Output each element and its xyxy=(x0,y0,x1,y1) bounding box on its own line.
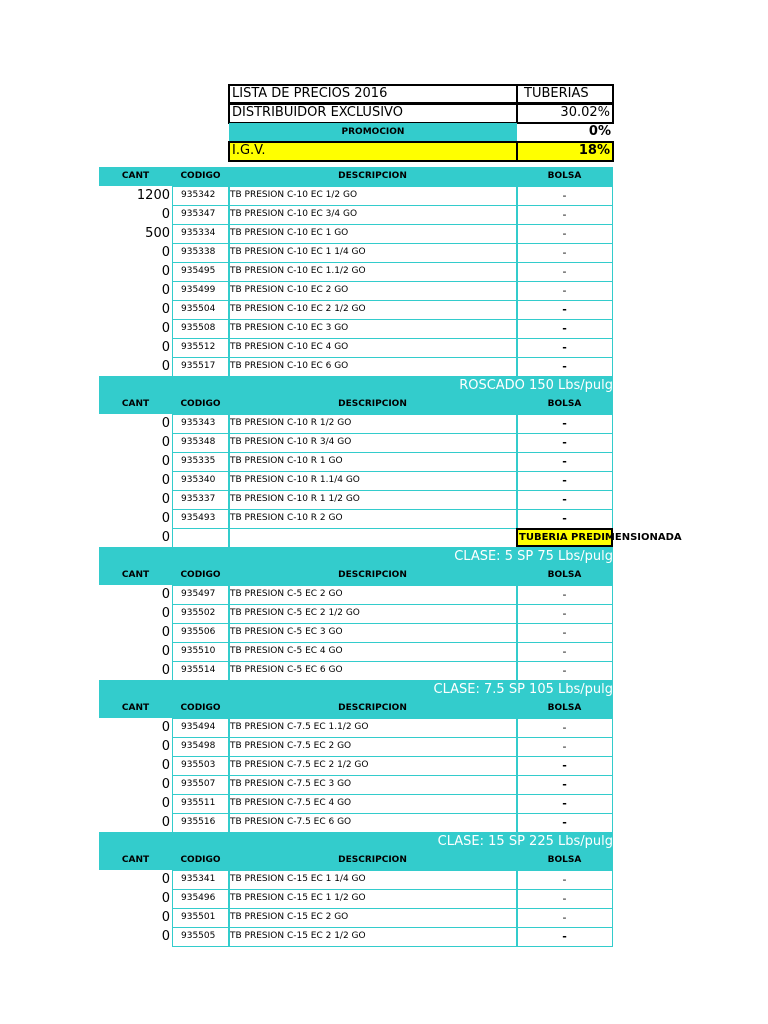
bolsa-cell: - xyxy=(516,414,613,434)
section-title: CLASE: 5 SP 75 Lbs/pulg xyxy=(99,547,613,566)
codigo-cell: 935335 xyxy=(172,452,230,472)
qty-cell[interactable]: 0 xyxy=(161,473,170,488)
bolsa-cell: - xyxy=(516,623,613,643)
col-bolsa-header: BOLSA xyxy=(547,855,582,865)
bolsa-cell: - xyxy=(516,509,613,529)
codigo-cell: 935340 xyxy=(172,471,230,491)
descripcion-cell: TB PRESION C-15 EC 1 1/2 GO xyxy=(228,889,518,909)
col-descripcion-header: DESCRIPCION xyxy=(338,399,407,409)
col-cant-header: CANT xyxy=(121,171,150,181)
bolsa-cell: - xyxy=(516,224,613,244)
bolsa-cell: - xyxy=(516,433,613,453)
descripcion-cell: TB PRESION C-10 R 1 GO xyxy=(228,452,518,472)
bolsa-cell: - xyxy=(516,186,613,206)
bolsa-cell: - xyxy=(516,775,613,795)
bolsa-cell: - xyxy=(516,300,613,320)
codigo-cell: 935506 xyxy=(172,623,230,643)
distributor-label: DISTRIBUIDOR EXCLUSIVO xyxy=(228,103,518,124)
qty-cell[interactable]: 0 xyxy=(161,758,170,773)
bolsa-cell: - xyxy=(516,737,613,757)
descripcion-cell: TB PRESION C-7.5 EC 2 1/2 GO xyxy=(228,756,518,776)
descripcion-cell: TB PRESION C-10 R 3/4 GO xyxy=(228,433,518,453)
descripcion-cell: TB PRESION C-10 R 2 GO xyxy=(228,509,518,529)
codigo-cell: 935511 xyxy=(172,794,230,814)
descripcion-cell: TB PRESION C-10 EC 2 GO xyxy=(228,281,518,301)
bolsa-cell: - xyxy=(516,908,613,928)
col-cant-header: CANT xyxy=(121,703,150,713)
qty-cell[interactable]: 0 xyxy=(161,416,170,431)
col-bolsa-header: BOLSA xyxy=(547,171,582,181)
promo-value: 0% xyxy=(588,124,611,139)
qty-cell[interactable]: 0 xyxy=(161,340,170,355)
descripcion-cell: TB PRESION C-15 EC 1 1/4 GO xyxy=(228,870,518,890)
qty-cell[interactable]: 0 xyxy=(161,606,170,621)
empty-codigo-cell xyxy=(172,528,230,548)
section-title: ROSCADO 150 Lbs/pulg xyxy=(99,376,613,395)
section-title: CLASE: 15 SP 225 Lbs/pulg xyxy=(99,832,613,851)
bolsa-cell: - xyxy=(516,889,613,909)
bolsa-cell: - xyxy=(516,262,613,282)
predimensioned-note: TUBERIA PREDIMENSIONADA xyxy=(516,528,613,547)
descripcion-cell: TB PRESION C-7.5 EC 4 GO xyxy=(228,794,518,814)
qty-cell[interactable]: 0 xyxy=(161,663,170,678)
codigo-cell: 935494 xyxy=(172,718,230,738)
qty-cell[interactable]: 0 xyxy=(161,796,170,811)
qty-cell[interactable]: 0 xyxy=(161,530,170,545)
col-descripcion-header: DESCRIPCION xyxy=(338,855,407,865)
col-cant-header: CANT xyxy=(121,399,150,409)
codigo-cell: 935517 xyxy=(172,357,230,377)
codigo-cell: 935334 xyxy=(172,224,230,244)
col-descripcion-header: DESCRIPCION xyxy=(338,703,407,713)
promo-label: PROMOCION xyxy=(229,123,517,141)
codigo-cell: 935493 xyxy=(172,509,230,529)
descripcion-cell: TB PRESION C-5 EC 3 GO xyxy=(228,623,518,643)
codigo-cell: 935343 xyxy=(172,414,230,434)
codigo-cell: 935514 xyxy=(172,661,230,681)
codigo-cell: 935505 xyxy=(172,927,230,947)
bolsa-cell: - xyxy=(516,604,613,624)
qty-cell[interactable]: 0 xyxy=(161,910,170,925)
qty-cell[interactable]: 0 xyxy=(161,245,170,260)
bolsa-cell: - xyxy=(516,357,613,377)
qty-cell[interactable]: 0 xyxy=(161,435,170,450)
codigo-cell: 935495 xyxy=(172,262,230,282)
col-cant-header: CANT xyxy=(121,855,150,865)
bolsa-cell: - xyxy=(516,661,613,681)
codigo-cell: 935503 xyxy=(172,756,230,776)
codigo-cell: 935512 xyxy=(172,338,230,358)
col-descripcion-header: DESCRIPCION xyxy=(338,570,407,580)
codigo-cell: 935498 xyxy=(172,737,230,757)
bolsa-cell: - xyxy=(516,927,613,947)
codigo-cell: 935341 xyxy=(172,870,230,890)
qty-cell[interactable]: 500 xyxy=(145,226,170,241)
qty-cell[interactable]: 0 xyxy=(161,492,170,507)
qty-cell[interactable]: 0 xyxy=(161,587,170,602)
bolsa-cell: - xyxy=(516,794,613,814)
descripcion-cell: TB PRESION C-15 EC 2 GO xyxy=(228,908,518,928)
codigo-cell: 935338 xyxy=(172,243,230,263)
bolsa-cell: - xyxy=(516,205,613,225)
descripcion-cell: TB PRESION C-7.5 EC 6 GO xyxy=(228,813,518,833)
col-descripcion-header: DESCRIPCION xyxy=(338,171,407,181)
qty-cell[interactable]: 0 xyxy=(161,359,170,374)
qty-cell[interactable]: 0 xyxy=(161,264,170,279)
qty-cell[interactable]: 0 xyxy=(161,815,170,830)
codigo-cell: 935496 xyxy=(172,889,230,909)
codigo-cell: 935510 xyxy=(172,642,230,662)
descripcion-cell: TB PRESION C-10 EC 1/2 GO xyxy=(228,186,518,206)
descripcion-cell: TB PRESION C-7.5 EC 1.1/2 GO xyxy=(228,718,518,738)
igv-label: I.G.V. xyxy=(228,141,518,162)
codigo-cell: 935337 xyxy=(172,490,230,510)
qty-cell[interactable]: 0 xyxy=(161,777,170,792)
descripcion-cell: TB PRESION C-5 EC 2 1/2 GO xyxy=(228,604,518,624)
codigo-cell: 935348 xyxy=(172,433,230,453)
qty-cell[interactable]: 0 xyxy=(161,929,170,944)
codigo-cell: 935342 xyxy=(172,186,230,206)
bolsa-cell: - xyxy=(516,319,613,339)
descripcion-cell: TB PRESION C-10 R 1 1/2 GO xyxy=(228,490,518,510)
codigo-cell: 935516 xyxy=(172,813,230,833)
bolsa-cell: - xyxy=(516,338,613,358)
descripcion-cell: TB PRESION C-10 EC 2 1/2 GO xyxy=(228,300,518,320)
qty-cell[interactable]: 0 xyxy=(161,872,170,887)
section-title: CLASE: 7.5 SP 105 Lbs/pulg xyxy=(99,680,613,699)
qty-cell[interactable]: 0 xyxy=(161,302,170,317)
list-title: LISTA DE PRECIOS 2016 xyxy=(228,84,518,104)
bolsa-cell: - xyxy=(516,281,613,301)
descripcion-cell: TB PRESION C-10 EC 1.1/2 GO xyxy=(228,262,518,282)
qty-cell[interactable]: 0 xyxy=(161,283,170,298)
qty-cell[interactable]: 0 xyxy=(161,511,170,526)
descripcion-cell: TB PRESION C-10 EC 3/4 GO xyxy=(228,205,518,225)
empty-descripcion-cell xyxy=(228,528,518,548)
bolsa-cell: - xyxy=(516,756,613,776)
descripcion-cell: TB PRESION C-5 EC 2 GO xyxy=(228,585,518,605)
codigo-cell: 935501 xyxy=(172,908,230,928)
col-codigo-header: CODIGO xyxy=(180,399,221,409)
codigo-cell: 935507 xyxy=(172,775,230,795)
descripcion-cell: TB PRESION C-7.5 EC 3 GO xyxy=(228,775,518,795)
qty-cell[interactable]: 0 xyxy=(161,207,170,222)
qty-cell[interactable]: 0 xyxy=(161,321,170,336)
bolsa-cell: - xyxy=(516,490,613,510)
codigo-cell: 935504 xyxy=(172,300,230,320)
col-codigo-header: CODIGO xyxy=(180,570,221,580)
codigo-cell: 935508 xyxy=(172,319,230,339)
descripcion-cell: TB PRESION C-5 EC 4 GO xyxy=(228,642,518,662)
col-bolsa-header: BOLSA xyxy=(547,570,582,580)
qty-cell[interactable]: 0 xyxy=(161,891,170,906)
descripcion-cell: TB PRESION C-10 EC 3 GO xyxy=(228,319,518,339)
qty-cell[interactable]: 0 xyxy=(161,739,170,754)
bolsa-cell: - xyxy=(516,243,613,263)
category-label: TUBERIAS xyxy=(516,84,614,104)
col-cant-header: CANT xyxy=(121,570,150,580)
descripcion-cell: TB PRESION C-10 EC 6 GO xyxy=(228,357,518,377)
bolsa-cell: - xyxy=(516,718,613,738)
qty-cell[interactable]: 1200 xyxy=(136,188,170,203)
col-codigo-header: CODIGO xyxy=(180,703,221,713)
descripcion-cell: TB PRESION C-5 EC 6 GO xyxy=(228,661,518,681)
codigo-cell: 935502 xyxy=(172,604,230,624)
descripcion-cell: TB PRESION C-10 R 1/2 GO xyxy=(228,414,518,434)
descripcion-cell: TB PRESION C-10 EC 1 GO xyxy=(228,224,518,244)
bolsa-cell: - xyxy=(516,642,613,662)
col-codigo-header: CODIGO xyxy=(180,855,221,865)
col-codigo-header: CODIGO xyxy=(180,171,221,181)
descripcion-cell: TB PRESION C-7.5 EC 2 GO xyxy=(228,737,518,757)
descripcion-cell: TB PRESION C-10 EC 1 1/4 GO xyxy=(228,243,518,263)
igv-value: 18% xyxy=(516,141,614,162)
descripcion-cell: TB PRESION C-10 R 1.1/4 GO xyxy=(228,471,518,491)
col-bolsa-header: BOLSA xyxy=(547,399,582,409)
codigo-cell: 935497 xyxy=(172,585,230,605)
bolsa-cell: - xyxy=(516,452,613,472)
codigo-cell: 935347 xyxy=(172,205,230,225)
qty-cell[interactable]: 0 xyxy=(161,625,170,640)
bolsa-cell: - xyxy=(516,813,613,833)
bolsa-cell: - xyxy=(516,870,613,890)
qty-cell[interactable]: 0 xyxy=(161,720,170,735)
qty-cell[interactable]: 0 xyxy=(161,644,170,659)
qty-cell[interactable]: 0 xyxy=(161,454,170,469)
descripcion-cell: TB PRESION C-15 EC 2 1/2 GO xyxy=(228,927,518,947)
bolsa-cell: - xyxy=(516,585,613,605)
distributor-value: 30.02% xyxy=(516,103,614,124)
bolsa-cell: - xyxy=(516,471,613,491)
col-bolsa-header: BOLSA xyxy=(547,703,582,713)
descripcion-cell: TB PRESION C-10 EC 4 GO xyxy=(228,338,518,358)
codigo-cell: 935499 xyxy=(172,281,230,301)
